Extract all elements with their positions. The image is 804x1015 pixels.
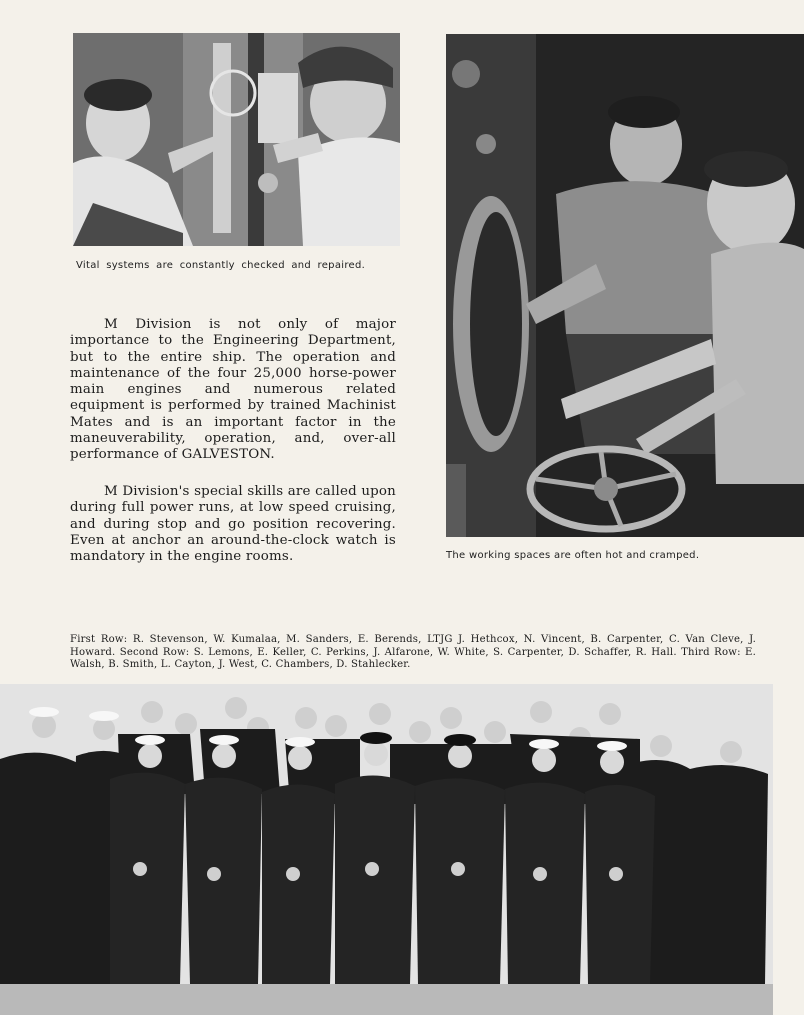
photo-m-division-group-illustration xyxy=(0,684,773,1015)
photo-working-spaces-illustration xyxy=(446,34,804,537)
caption-working-spaces: The working spaces are often hot and cramped. xyxy=(446,550,700,561)
photo-vital-systems-illustration xyxy=(73,33,400,246)
body-paragraph-2: M Division's special skills are called upon during full power runs, at low speed cruising, and during stop and go position recovering. Even at anchor an around-the-clock watch is mandatory in the engine rooms. xyxy=(70,484,396,565)
group-photo-roster: First Row: R. Stevenson, W. Kumalaa, M. Sanders, E. Berends, LTJG J. Hethcox, N. Vincent, B. Carpenter, C. Van Cleve, J. Howard. Second Row: S. Lemons, E. Keller, C. Perkins, J. Alfarone, W. White, S. Carpenter, D. Schaffer, R. Hall. Third Row: E. Walsh, B. Smith, L. Cayton, J. West, C. Chambers, D. Stahlecker. xyxy=(70,634,756,670)
photo-m-division-group xyxy=(0,684,773,1015)
caption-vital-systems: Vital systems are constantly checked and repaired. xyxy=(76,260,366,271)
body-paragraph-1: M Division is not only of major importance to the Engineering Department, but to the entire ship. The operation and maintenance of the four 25,000 horse-power main engines and numerous related equipment is performed by trained Machinist Mates and is an important factor in the maneuverability, operation, and, over-all performance of GALVESTON. xyxy=(70,317,396,463)
photo-vital-systems xyxy=(73,33,400,246)
photo-working-spaces xyxy=(446,34,804,537)
